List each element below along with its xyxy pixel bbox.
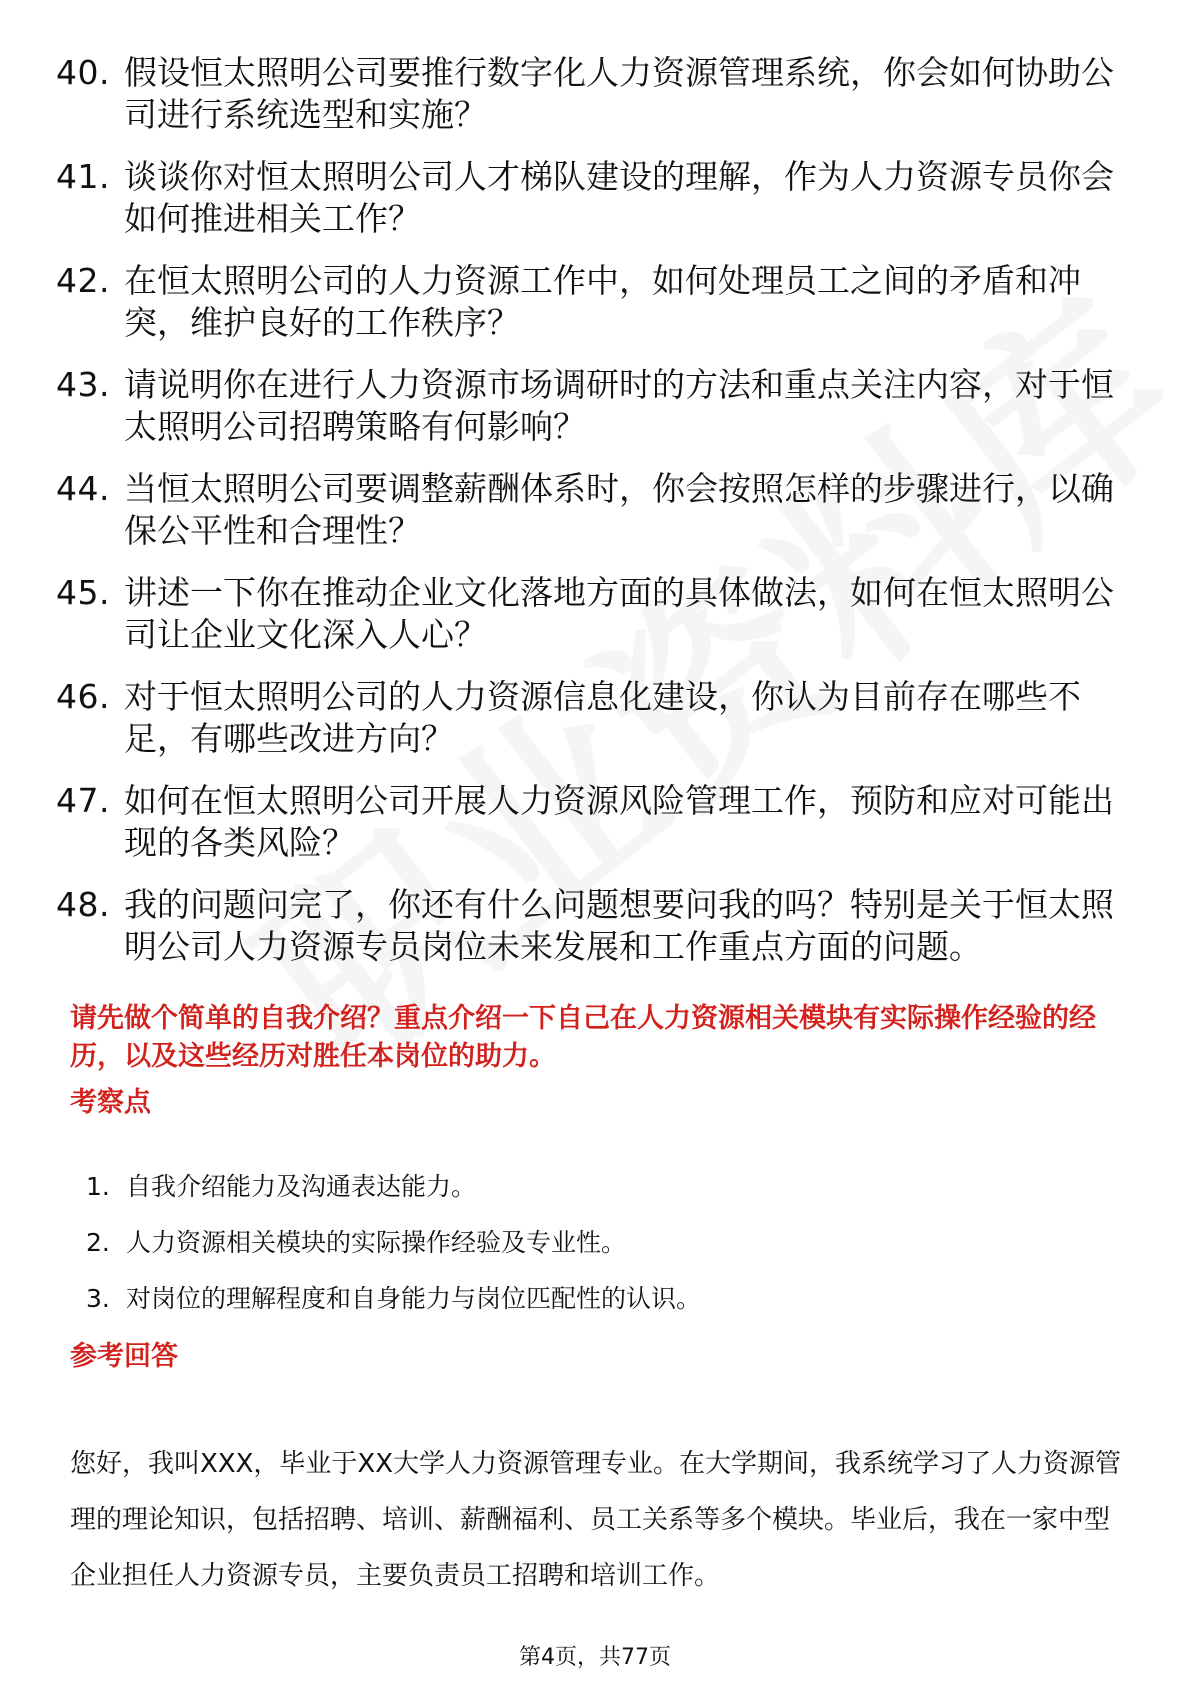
question-item bbox=[0, 364, 1190, 468]
assessment-point bbox=[0, 1170, 1190, 1226]
assessment-point bbox=[0, 1282, 1190, 1338]
question-text: 在恒太照明公司的人力资源工作中，如何处理员工之间的矛盾和冲突，维护良好的工作秩序？ bbox=[124, 261, 1081, 342]
question-item bbox=[0, 52, 1190, 156]
question-text: 请说明你在进行人力资源市场调研时的方法和重点关注内容，对于恒太照明公司招聘策略有何影响？ bbox=[124, 365, 1114, 446]
question-number: 48. bbox=[56, 885, 110, 924]
question-item bbox=[0, 780, 1190, 884]
question-item bbox=[0, 260, 1190, 364]
question-number: 45. bbox=[56, 573, 110, 612]
page-footer: 第4页，共77页 bbox=[519, 1645, 671, 1670]
assessment-points bbox=[0, 1170, 1190, 1338]
question-number: 46. bbox=[56, 677, 110, 716]
question-list bbox=[0, 52, 1190, 988]
point-text: 对岗位的理解程度和自身能力与岗位匹配性的认识。 bbox=[126, 1284, 702, 1313]
question-number: 43. bbox=[56, 365, 110, 404]
question-text: 假设恒太照明公司要推行数字化人力资源管理系统，你会如何协助公司进行系统选型和实施？ bbox=[124, 53, 1114, 134]
question-text: 如何在恒太照明公司开展人力资源风险管理工作，预防和应对可能出现的各类风险？ bbox=[124, 781, 1114, 862]
assessment-point bbox=[0, 1226, 1190, 1282]
question-item bbox=[0, 572, 1190, 676]
point-text: 人力资源相关模块的实际操作经验及专业性。 bbox=[126, 1228, 627, 1257]
question-number: 42. bbox=[56, 261, 110, 300]
question-number: 41. bbox=[56, 157, 110, 196]
question-item bbox=[0, 156, 1190, 260]
reference-answer: 您好，我叫XXX，毕业于XX大学人力资源管理专业。在大学期间，我系统学习了人力资源管理的理论知识，包括招聘、培训、薪酬福利、员工关系等多个模块。毕业后，我在一家中型企业担任人力资源专员，主要负责员工招聘和培训工作。 bbox=[70, 1449, 1122, 1591]
point-text: 自我介绍能力及沟通表达能力。 bbox=[126, 1172, 477, 1201]
question-text: 我的问题问完了，你还有什么问题想要问我的吗？特别是关于恒太照明公司人力资源专员岗位未来发展和工作重点方面的问题。 bbox=[124, 885, 1114, 966]
question-number: 44. bbox=[56, 469, 110, 508]
question-item bbox=[0, 468, 1190, 572]
question-text: 当恒太照明公司要调整薪酬体系时，你会按照怎样的步骤进行，以确保公平性和合理性？ bbox=[124, 469, 1114, 550]
reference-title: 参考回答 bbox=[70, 1341, 178, 1372]
assessment-title: 考察点 bbox=[70, 1087, 151, 1118]
point-number: 1. bbox=[86, 1172, 110, 1201]
point-number: 2. bbox=[86, 1228, 110, 1257]
question-number: 40. bbox=[56, 53, 110, 92]
question-item bbox=[0, 884, 1190, 988]
featured-question: 请先做个简单的自我介绍？重点介绍一下自己在人力资源相关模块有实际操作经验的经历，以及这些经历对胜任本岗位的助力。 bbox=[70, 1003, 1096, 1072]
question-text: 讲述一下你在推动企业文化落地方面的具体做法，如何在恒太照明公司让企业文化深入人心？ bbox=[124, 573, 1114, 654]
question-text: 对于恒太照明公司的人力资源信息化建设，你认为目前存在哪些不足，有哪些改进方向？ bbox=[124, 677, 1081, 758]
question-number: 47. bbox=[56, 781, 110, 820]
question-text: 谈谈你对恒太照明公司人才梯队建设的理解，作为人力资源专员你会如何推进相关工作？ bbox=[124, 157, 1114, 238]
question-item bbox=[0, 676, 1190, 780]
point-number: 3. bbox=[86, 1284, 110, 1313]
